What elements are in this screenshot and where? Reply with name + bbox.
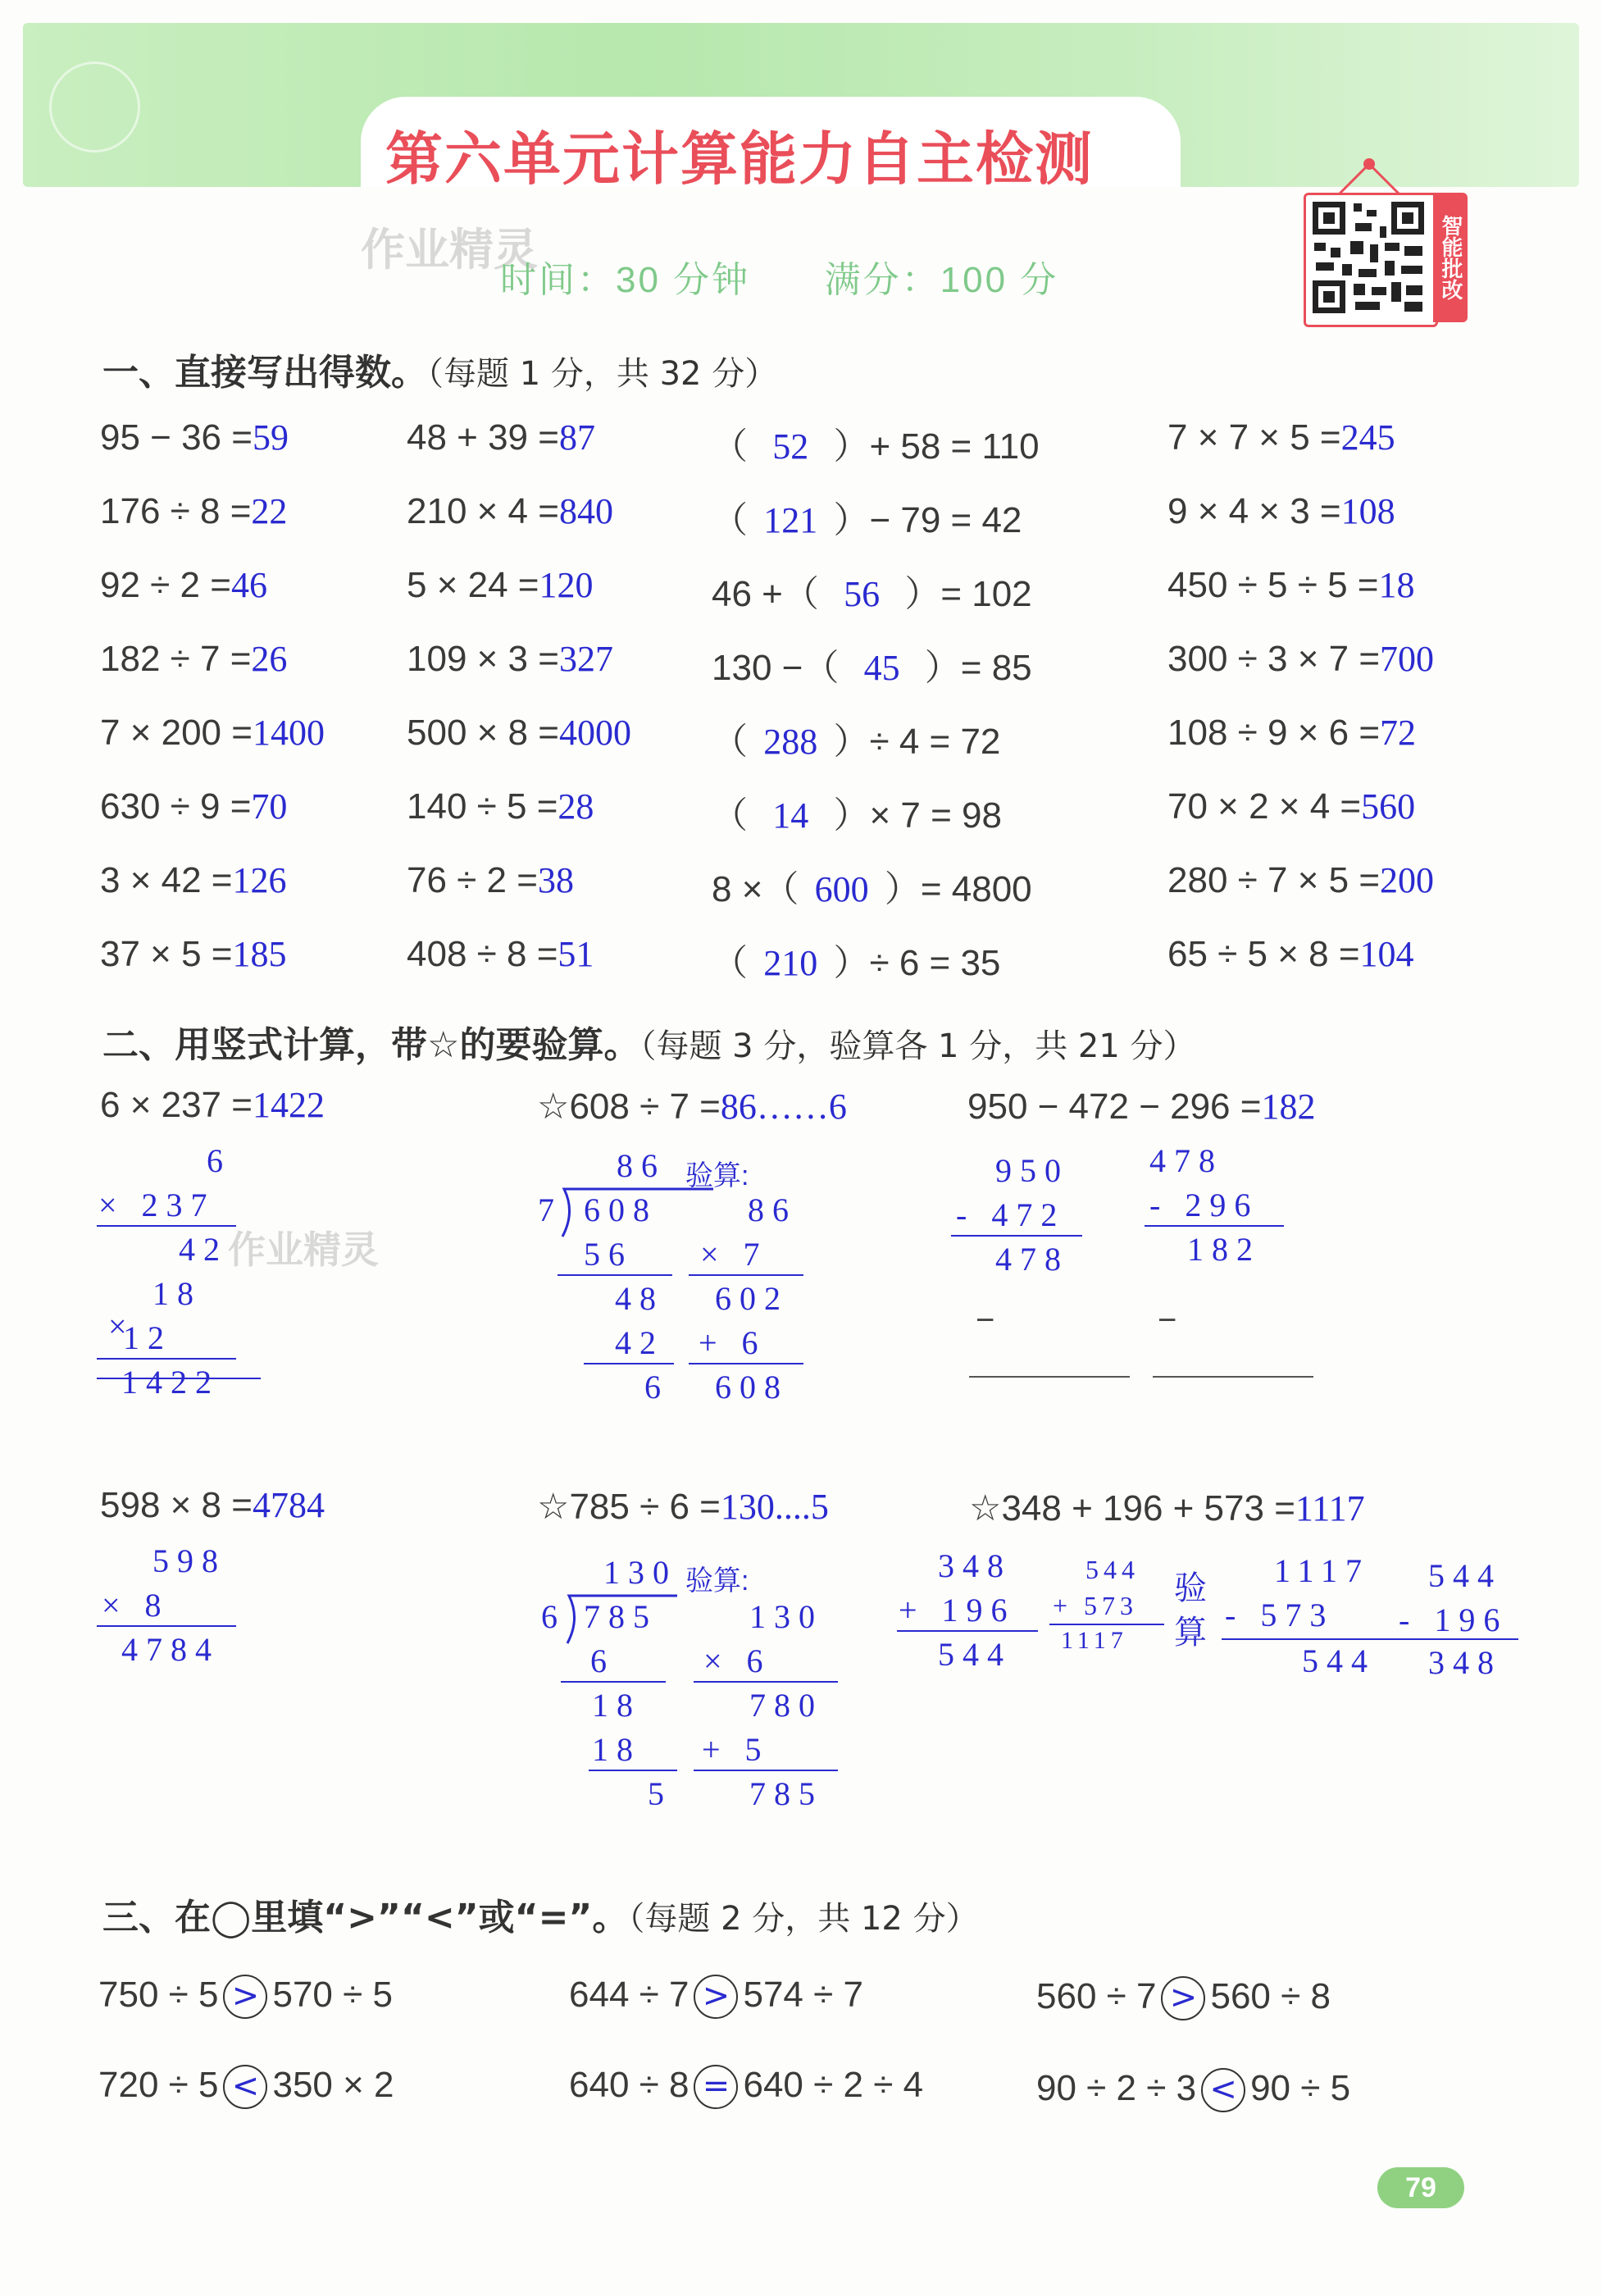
s1-answer: 70 xyxy=(251,786,288,827)
time-label: 时间：30 分钟 xyxy=(500,260,751,300)
check-label-vertical: 验算 xyxy=(1174,1570,1207,1651)
work-line xyxy=(97,1378,261,1379)
s1-question-text: 5 × 24 = xyxy=(407,565,539,605)
work-p6-line: 544 xyxy=(1302,1642,1376,1679)
s1-question-text: 210 × 4 = xyxy=(407,491,559,531)
work-p6-line: + 573 xyxy=(1053,1591,1139,1620)
work-line xyxy=(97,1358,236,1360)
work-p4-line: 4784 xyxy=(121,1631,220,1668)
s1-question-text: 630 ÷ 9 = xyxy=(100,786,252,827)
s1-answer: 26 xyxy=(251,639,288,679)
work-p3-line: - 296 xyxy=(1149,1187,1259,1223)
compare-circle[interactable]: > xyxy=(223,1975,267,2019)
s1-answer: 210 xyxy=(763,943,818,983)
s1-answer: 52 xyxy=(772,426,809,467)
s1-question-text: 182 ÷ 7 = xyxy=(100,639,252,679)
work-p6-line: 544 xyxy=(938,1636,1012,1673)
blank-minus: − xyxy=(1158,1302,1177,1338)
work-p2-line: 6 xyxy=(644,1369,669,1405)
s1-answer: 1400 xyxy=(252,713,325,753)
s1-problem xyxy=(100,490,287,532)
s1-question-text: ）+ 58 = 110 xyxy=(823,426,1040,467)
s1-question-text: （ xyxy=(712,426,758,467)
s1-question-text: 450 ÷ 5 ÷ 5 = xyxy=(1167,565,1379,605)
s1-answer: 51 xyxy=(558,934,594,974)
work-p6-line: 1117 xyxy=(1061,1627,1128,1654)
work-p2-line: 7 xyxy=(538,1191,562,1228)
s2-problem-6: ☆348 + 196 + 573 =1117 xyxy=(969,1488,1365,1528)
compare-item: 720 ÷ 5 < 350 × 2 xyxy=(98,2065,394,2109)
section2-title: 二、用竖式计算，带☆的要验算。（每题 3 分，验算各 1 分，共 21 分） xyxy=(102,1024,1196,1066)
s1-answer: 327 xyxy=(558,639,613,679)
s1-question-text: 70 × 2 × 4 = xyxy=(1167,786,1362,827)
s2-problem-4: 598 × 8 =4784 xyxy=(100,1485,325,1525)
s1-problem xyxy=(407,490,613,532)
s1-answer: 560 xyxy=(1361,786,1416,827)
blank-line xyxy=(1153,1376,1313,1378)
s1-question-text: （ xyxy=(712,722,758,762)
work-p5-line: 130 xyxy=(749,1598,823,1635)
s1-problem xyxy=(100,638,287,680)
s1-answer: 120 xyxy=(539,565,594,605)
blank-line xyxy=(969,1376,1130,1378)
s1-question-text: （ xyxy=(712,943,758,983)
cross-mark: × xyxy=(108,1308,127,1345)
work-p2-line: 602 xyxy=(715,1280,789,1317)
work-line xyxy=(97,1625,236,1627)
s1-answer: 56 xyxy=(844,574,881,614)
s1-answer: 245 xyxy=(1340,417,1395,458)
compare-item: 750 ÷ 5 > 570 ÷ 5 xyxy=(98,1975,393,2019)
s1-question-text: 140 ÷ 5 = xyxy=(407,786,558,827)
time-score-line xyxy=(500,250,1058,303)
compare-item: 640 ÷ 8 = 640 ÷ 2 ÷ 4 xyxy=(569,2065,923,2109)
s2-problem-2: ☆608 ÷ 7 =86……6 xyxy=(537,1086,847,1127)
s1-question-text: ）÷ 6 = 35 xyxy=(823,943,1001,983)
s1-answer: 600 xyxy=(814,869,869,909)
work-p1-line: 18 xyxy=(152,1275,202,1312)
s1-answer: 22 xyxy=(251,491,288,531)
page-number: 79 xyxy=(1377,2167,1464,2208)
s1-problem xyxy=(100,564,267,606)
s1-problem xyxy=(1167,490,1395,532)
work-p5-line: 6 xyxy=(541,1598,566,1635)
work-line xyxy=(689,1274,803,1276)
work-line xyxy=(1222,1638,1518,1640)
s1-answer: 46 xyxy=(230,565,267,605)
s1-problem xyxy=(407,564,593,606)
s1-problem xyxy=(712,786,1002,838)
work-line xyxy=(951,1235,1082,1237)
s1-question-text: 108 ÷ 9 × 6 = xyxy=(1167,713,1381,753)
check-label: 验算: xyxy=(685,1565,749,1597)
s1-answer: 121 xyxy=(763,500,818,540)
work-p6-line: 544 xyxy=(1428,1557,1502,1594)
s1-question-text: 300 ÷ 3 × 7 = xyxy=(1167,639,1381,679)
work-p3-line: 478 xyxy=(1149,1142,1223,1179)
s2-problem-5: ☆785 ÷ 6 =130....5 xyxy=(537,1487,829,1527)
s1-question-text: 46 +（ xyxy=(712,574,830,614)
s2-problem-1: 6 × 237 =1422 xyxy=(100,1085,325,1125)
work-line xyxy=(689,1363,803,1364)
s1-question-text: （ xyxy=(712,500,758,540)
compare-circle[interactable]: < xyxy=(223,2065,267,2109)
work-p5-line: 6 xyxy=(590,1642,615,1679)
work-line xyxy=(694,1770,838,1771)
work-p5-line: 785 xyxy=(749,1775,823,1812)
work-p5-line: 785 xyxy=(584,1598,658,1635)
work-p5-line: + 5 xyxy=(702,1731,770,1768)
s1-problem xyxy=(100,933,286,975)
s1-answer: 185 xyxy=(232,934,287,974)
s1-problem xyxy=(407,933,594,975)
s1-problem xyxy=(1167,712,1416,754)
work-p4-line: 598 xyxy=(152,1542,226,1579)
page-title: 第六单元计算能力自主检测 xyxy=(385,125,1094,193)
s1-problem xyxy=(1167,564,1414,606)
s1-answer: 700 xyxy=(1380,639,1435,679)
s1-question-text: 9 × 4 × 3 = xyxy=(1167,491,1341,531)
compare-circle[interactable]: > xyxy=(694,1975,738,2019)
s1-problem xyxy=(1167,417,1395,458)
work-p6-line: 348 xyxy=(1428,1644,1502,1681)
s1-question-text: 130 −（ xyxy=(712,648,849,688)
section3-title: 三、在◯里填“>”“<”或“=”。（每题 2 分，共 12 分） xyxy=(102,1897,979,1938)
work-line xyxy=(897,1630,1038,1632)
s1-answer: 104 xyxy=(1359,934,1414,974)
compare-item: 644 ÷ 7 > 574 ÷ 7 xyxy=(569,1975,863,2019)
work-line xyxy=(589,1770,677,1771)
work-p3-line: 478 xyxy=(995,1241,1069,1278)
s2-problem-3: 950 − 472 − 296 =182 xyxy=(967,1086,1316,1127)
s1-problem xyxy=(407,712,631,754)
s1-question-text: ）× 7 = 98 xyxy=(823,795,1002,836)
blank-minus: − xyxy=(976,1302,995,1338)
s1-answer: 288 xyxy=(763,722,818,762)
qr-tab-label: 智能批改 xyxy=(1433,193,1468,322)
qr-code-icon xyxy=(1306,195,1431,320)
s1-question-text: 280 ÷ 7 × 5 = xyxy=(1167,860,1381,900)
work-p2-line: 48 xyxy=(615,1280,664,1317)
s1-problem xyxy=(100,417,289,458)
watermark: 作业精灵 xyxy=(361,224,538,276)
s1-answer: 59 xyxy=(252,417,289,458)
work-p2-line: + 6 xyxy=(699,1324,767,1361)
work-p6-line: + 196 xyxy=(899,1592,1016,1629)
work-p1-line: × 237 xyxy=(98,1187,216,1223)
work-p6-line: 544 xyxy=(1085,1555,1140,1584)
s1-answer: 126 xyxy=(232,860,287,900)
work-p5-line: × 6 xyxy=(703,1642,771,1679)
work-line xyxy=(584,1363,674,1364)
work-p2-line: 608 xyxy=(715,1369,789,1405)
work-p6-line: - 573 xyxy=(1225,1597,1335,1633)
s1-question-text: 92 ÷ 2 = xyxy=(100,565,231,605)
s1-answer: 72 xyxy=(1380,713,1417,753)
s1-problem xyxy=(1167,859,1434,901)
s1-question-text: 65 ÷ 5 × 8 = xyxy=(1167,934,1360,974)
s1-problem xyxy=(1167,933,1414,975)
work-p2-line: 608 xyxy=(584,1191,658,1228)
s1-question-text: 37 × 5 = xyxy=(100,934,233,974)
work-p3-line: 950 xyxy=(995,1152,1069,1189)
work-p2-line: 86 xyxy=(617,1147,666,1184)
work-p3-line: 182 xyxy=(1187,1231,1261,1268)
s1-problem xyxy=(407,786,594,827)
work-p2-line: 56 xyxy=(584,1236,633,1273)
work-p5-line: 780 xyxy=(749,1687,823,1724)
s1-problem xyxy=(712,638,1032,690)
work-p6-line: 1117 xyxy=(1274,1552,1371,1589)
s1-question-text: （ xyxy=(712,795,758,836)
decorative-circle xyxy=(49,61,140,153)
compare-item: 90 ÷ 2 ÷ 3 < 90 ÷ 5 xyxy=(1036,2068,1350,2112)
s1-problem xyxy=(712,490,1022,543)
work-line xyxy=(558,1274,672,1276)
s1-problem xyxy=(100,786,287,827)
s1-question-text: 48 + 39 = xyxy=(407,417,559,458)
work-line xyxy=(1145,1225,1284,1227)
compare-circle[interactable]: > xyxy=(1161,1976,1205,2020)
work-p5-line: 18 xyxy=(592,1687,641,1724)
work-p5-line: 130 xyxy=(603,1554,677,1591)
work-p1-line: 12 xyxy=(123,1319,172,1356)
work-line xyxy=(694,1681,838,1683)
s1-problem xyxy=(712,933,1000,986)
s1-answer: 18 xyxy=(1378,565,1415,605)
s1-answer: 14 xyxy=(772,795,809,836)
work-p1-line: 6 xyxy=(207,1142,231,1179)
s1-problem xyxy=(712,417,1040,469)
s1-question-text: 95 − 36 = xyxy=(100,417,253,458)
score-label: 满分：100 分 xyxy=(824,260,1059,300)
s1-problem xyxy=(100,859,286,901)
s1-problem xyxy=(407,638,613,680)
s1-question-text: 7 × 200 = xyxy=(100,713,253,753)
work-p2-line: × 7 xyxy=(700,1236,768,1273)
work-p6-line: 348 xyxy=(938,1547,1012,1584)
s1-problem xyxy=(712,712,1000,764)
s1-problem xyxy=(407,859,574,901)
work-p1-line: 1422 xyxy=(121,1364,220,1401)
s1-answer: 108 xyxy=(1340,491,1395,531)
s1-question-text: ）− 79 = 42 xyxy=(823,500,1022,540)
s1-question-text: 3 × 42 = xyxy=(100,860,233,900)
watermark: 作业精灵 xyxy=(228,1228,379,1272)
work-p5-line: 18 xyxy=(592,1731,641,1768)
s1-question-text: 76 ÷ 2 = xyxy=(407,860,538,900)
s1-problem xyxy=(1167,638,1434,680)
s1-answer: 87 xyxy=(558,417,595,458)
compare-circle[interactable]: < xyxy=(1201,2068,1245,2112)
work-line xyxy=(1049,1624,1164,1625)
work-p6-line: - 196 xyxy=(1399,1601,1509,1638)
s1-answer: 38 xyxy=(537,860,574,900)
work-p1-line: 42 xyxy=(179,1231,228,1268)
s1-problem xyxy=(712,564,1032,617)
s1-answer: 4000 xyxy=(558,713,631,753)
work-line xyxy=(561,1681,666,1683)
s1-question-text: 408 ÷ 8 = xyxy=(407,934,558,974)
work-p5-line: 5 xyxy=(648,1775,672,1812)
s1-question-text: 500 × 8 = xyxy=(407,713,559,753)
work-p2-line: 86 xyxy=(748,1191,797,1228)
s1-answer: 45 xyxy=(863,648,900,688)
work-p4-line: × 8 xyxy=(102,1587,170,1624)
s1-question-text: ）÷ 4 = 72 xyxy=(823,722,1001,762)
s1-question-text: ）= 102 xyxy=(894,574,1032,614)
qr-code[interactable] xyxy=(1304,193,1438,327)
s1-question-text: 7 × 7 × 5 = xyxy=(1167,417,1341,458)
s1-answer: 28 xyxy=(558,786,594,827)
s1-problem xyxy=(100,712,325,754)
s1-question-text: 176 ÷ 8 = xyxy=(100,491,252,531)
check-label: 验算: xyxy=(685,1160,749,1191)
s1-problem xyxy=(407,417,595,458)
s1-answer: 840 xyxy=(558,491,613,531)
work-line xyxy=(97,1225,236,1227)
s1-question-text: ）= 85 xyxy=(914,648,1032,688)
compare-item: 560 ÷ 7 > 560 ÷ 8 xyxy=(1036,1976,1331,2020)
s1-question-text: 109 × 3 = xyxy=(407,639,559,679)
work-p2-line: 42 xyxy=(615,1324,664,1361)
work-p3-line: - 472 xyxy=(956,1196,1066,1233)
s1-problem xyxy=(1167,786,1415,827)
section1-title: 一、直接写出得数。（每题 1 分，共 32 分） xyxy=(102,352,778,394)
s1-question-text: ）= 4800 xyxy=(874,869,1032,909)
s1-question-text: 8 ×（ xyxy=(712,869,809,909)
compare-circle[interactable]: = xyxy=(694,2065,738,2109)
s1-problem xyxy=(712,859,1032,912)
s1-answer: 200 xyxy=(1380,860,1435,900)
